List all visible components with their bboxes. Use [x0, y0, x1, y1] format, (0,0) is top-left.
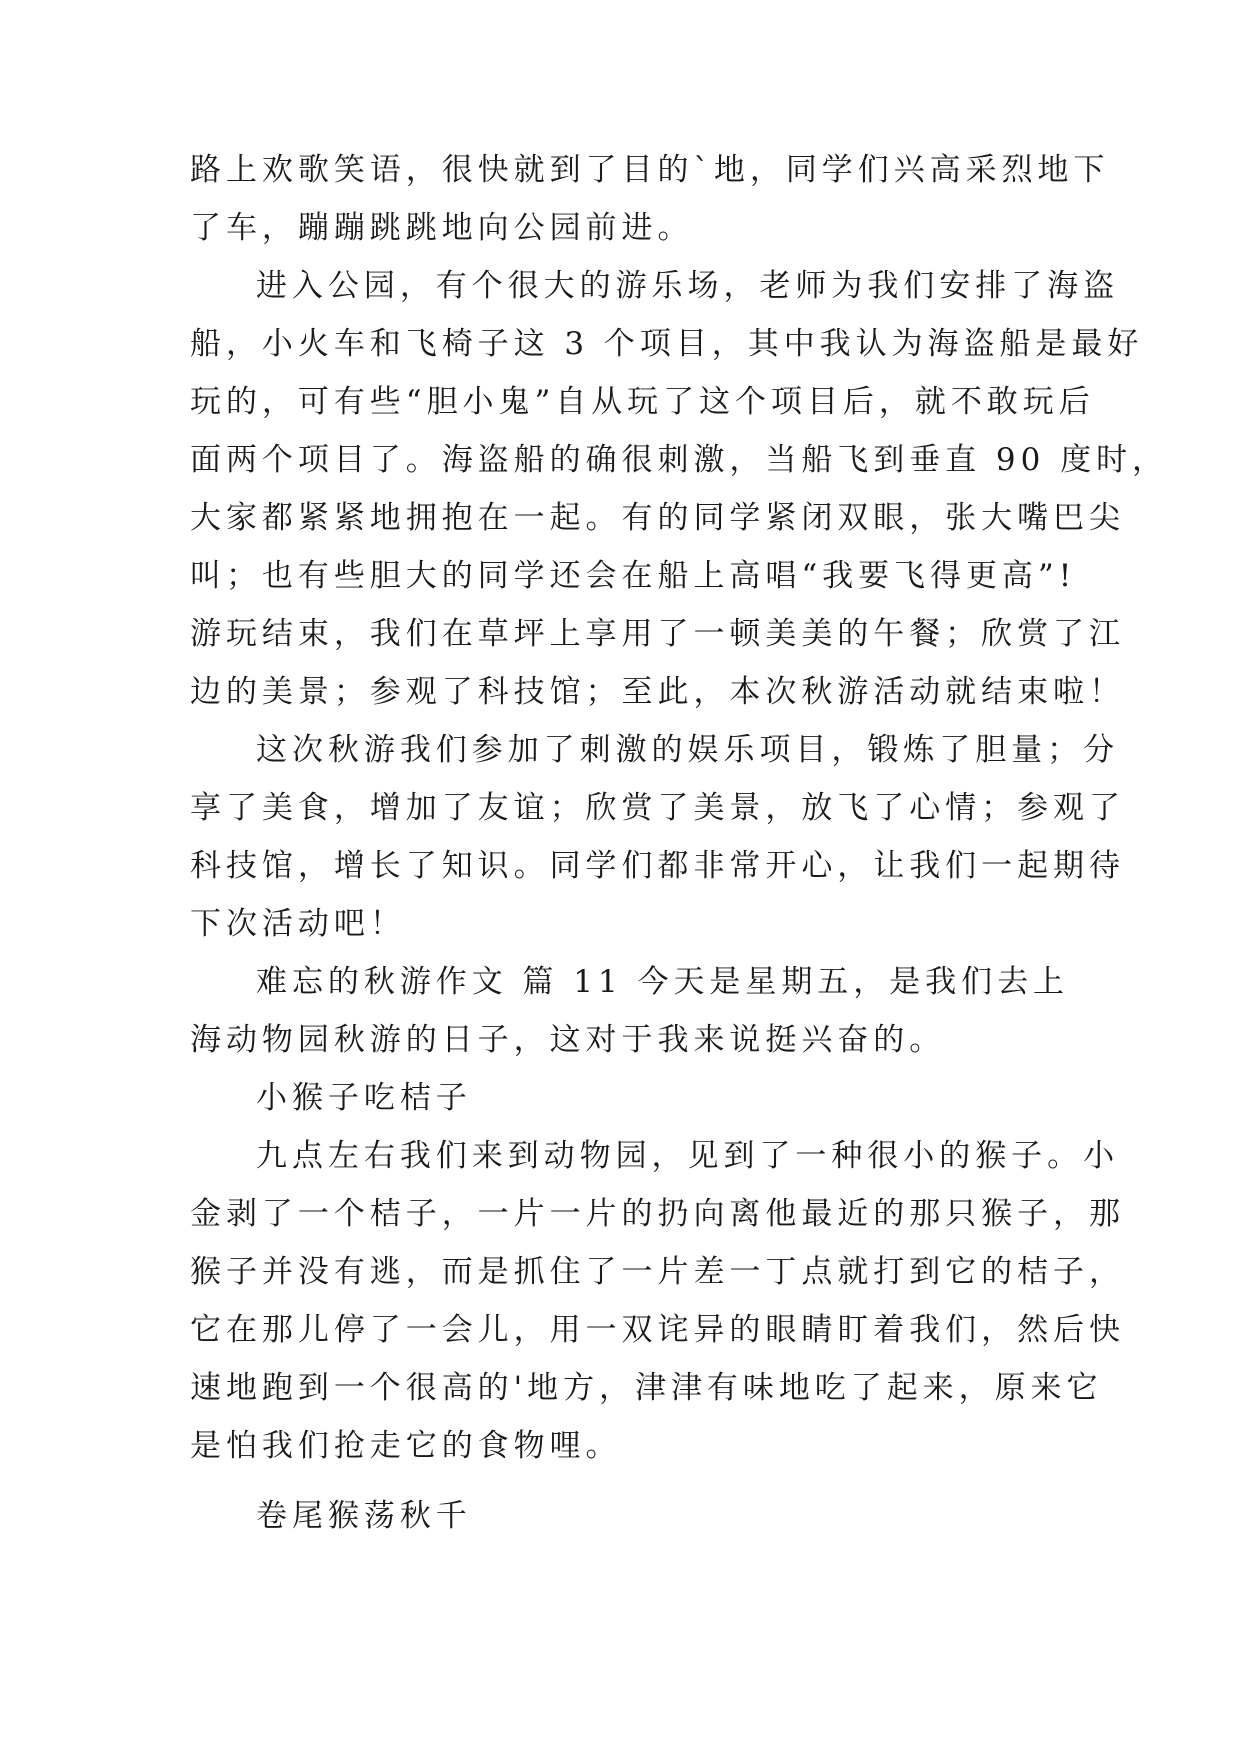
text-line: 边的美景；参观了科技馆；至此，本次秋游活动就结束啦！	[190, 674, 1125, 710]
text-line: 面两个项目了。海盗船的确很刺激，当船飞到垂直 90 度时，	[190, 442, 1168, 478]
text-line: 叫；也有些胆大的同学还会在船上高唱“我要飞得更高”!	[190, 558, 1077, 594]
section-title: 卷尾猴荡秋千	[256, 1498, 472, 1534]
paragraph-start: 这次秋游我们参加了刺激的娱乐项目，锻炼了胆量；分	[256, 732, 1120, 768]
text-line: 猴子并没有逃，而是抓住了一片差一丁点就打到它的桔子，	[190, 1254, 1125, 1290]
essay-heading-line: 难忘的秋游作文 篇 11 今天是星期五，是我们去上	[256, 964, 1070, 1000]
text-line: 下次活动吧！	[190, 906, 406, 942]
text-line: 科技馆，增长了知识。同学们都非常开心，让我们一起期待	[190, 848, 1125, 884]
text-line: 路上欢歌笑语，很快就到了目的`地，同学们兴高采烈地下	[190, 152, 1110, 188]
text-line: 游玩结束，我们在草坪上享用了一顿美美的午餐；欣赏了江	[190, 616, 1125, 652]
text-line: 金剥了一个桔子，一片一片的扔向离他最近的那只猴子，那	[190, 1196, 1125, 1232]
paragraph-start: 九点左右我们来到动物园，见到了一种很小的猴子。小	[256, 1138, 1120, 1174]
paragraph-start: 进入公园，有个很大的游乐场，老师为我们安排了海盗	[256, 268, 1120, 304]
text-line: 海动物园秋游的日子，这对于我来说挺兴奋的。	[190, 1022, 946, 1058]
text-line: 大家都紧紧地拥抱在一起。有的同学紧闭双眼，张大嘴巴尖	[190, 500, 1125, 536]
text-line: 速地跑到一个很高的'地方，津津有味地吃了起来，原来它	[190, 1370, 1103, 1406]
text-line: 了车，蹦蹦跳跳地向公园前进。	[190, 210, 694, 246]
text-line: 享了美食，增加了友谊；欣赏了美景，放飞了心情；参观了	[190, 790, 1125, 826]
text-line: 是怕我们抢走它的食物哩。	[190, 1428, 622, 1464]
text-line: 船，小火车和飞椅子这 3 个项目，其中我认为海盗船是最好	[190, 326, 1144, 362]
text-line: 它在那儿停了一会儿，用一双诧异的眼睛盯着我们，然后快	[190, 1312, 1125, 1348]
section-title: 小猴子吃桔子	[256, 1080, 472, 1116]
text-line: 玩的，可有些“胆小鬼”自从玩了这个项目后，就不敢玩后	[190, 384, 1095, 420]
